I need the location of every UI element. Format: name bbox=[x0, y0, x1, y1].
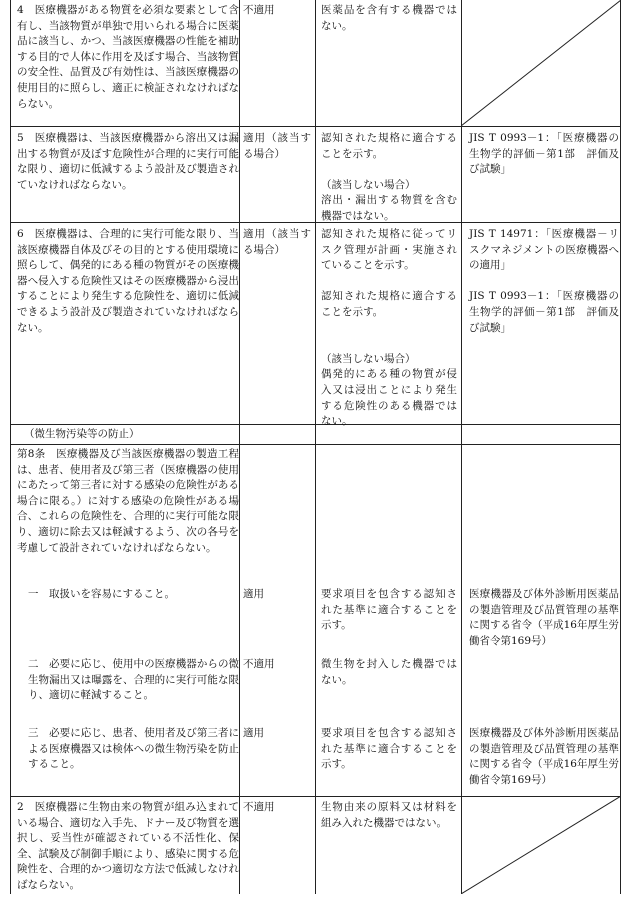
conformity-method-text: 微生物を封入した機器ではない。 bbox=[321, 658, 457, 686]
column-divider-2 bbox=[315, 0, 316, 894]
standard-text: JIS T 0993－1：「医療機器の生物学的評価－第1部 評価及び試験」 bbox=[469, 132, 619, 176]
conformity-method-text: 認知された規格に適合することを示す。 （該当しない場合） 溶出・漏出する物質を含む機器ではない。 bbox=[321, 132, 457, 222]
table-border-left bbox=[10, 0, 11, 894]
table-border-right bbox=[620, 0, 621, 894]
article8-intro: 第8条 医療機器及び当該医療機器の製造工程は、患者、使用者及び第三者（医療機器の使用にあたって第三者に対する感染の危険性がある場合に限る。）に対する感染の危険性がある場合、これらの危険性を、合理的に実行可能な限り、適切に除去又は軽減するよう、次の各号を考慮して設計されていなければならない。 bbox=[17, 448, 239, 554]
applicability-text: 適用 bbox=[243, 727, 264, 739]
applicability-text: 適用 bbox=[243, 588, 264, 600]
requirement-text: 4 医療機器がある物質を必須な要素として含有し、当該物質が単独で用いられる場合に医薬品に該当し、かつ、当該医療機器の性能を補助する目的で人体に作用を及ぼす場合、当該物質の安全性、品質及び有効性は、当該医療機器の使用目的に照らし、適正に検証されなければならない。 bbox=[17, 4, 239, 110]
requirement-text: 2 医療機器に生物由来の物質が組み込まれている場合、適切な入手先、ドナー及び物質を選択し、妥当性が確認されている不活性化、保全、試験及び制御手順により、感染に関する危険性を、合理的かつ適切な方法で低減しなければならない。 bbox=[17, 801, 239, 891]
conformity-method-text: 生物由来の原料又は材料を組み入れた機器ではない。 bbox=[321, 801, 457, 829]
row-divider bbox=[10, 444, 621, 445]
requirement-text: 6 医療機器は、合理的に実行可能な限り、当該医療機器自体及びその目的とする使用環境に照らして、偶発的にある種の物質がその医療機器へ侵入する危険性又はその医療機器から浸出することにより発生する危険性を、適切に低減できるよう設計及び製造されていなければならない。 bbox=[17, 228, 239, 334]
row-divider bbox=[10, 222, 621, 223]
column-divider-1 bbox=[239, 0, 240, 894]
standard-text: 医療機器及び体外診断用医薬品の製造管理及び品質管理の基準に関する省令（平成16年厚生労働省令第169号） bbox=[469, 727, 619, 786]
requirement-text: 5 医療機器は、当該医療機器から溶出又は漏出する物質が及ぼす危険性が合理的に実行可能な限り、適切に低減するよう設計及び製造されていなければならない。 bbox=[17, 132, 239, 191]
empty-cell-diagonal bbox=[461, 796, 621, 894]
requirements-table bbox=[10, 0, 621, 916]
column-divider-3 bbox=[461, 0, 462, 894]
applicability-text: 不適用 bbox=[243, 801, 275, 813]
applicability-text: 不適用 bbox=[243, 658, 275, 670]
applicability-text: 不適用 bbox=[243, 4, 275, 16]
article8-item-requirement: 二 必要に応じ、使用中の医療機器からの微生物漏出又は曝露を、合理的に実行可能な限り、適切に軽減すること。 bbox=[28, 658, 239, 702]
row-divider bbox=[10, 126, 621, 127]
conformity-method-text: 認知された規格に従ってリスク管理が計画・実施されていることを示す。 認知された規格に適合することを示す。 （該当しない場合） 偶発的にある種の物質が侵入又は浸出ことにより発生する危険性のある機器ではない。 bbox=[321, 228, 457, 428]
article8-item-requirement: 一 取扱いを容易にすること。 bbox=[28, 588, 175, 600]
standard-text: JIS T 14971：「医療機器－リスクマネジメントの医療機器への適用」 JIS T 0993－1：「医療機器の生物学的評価－第1部 評価及び試験」 bbox=[469, 228, 619, 334]
row-divider bbox=[10, 424, 621, 425]
conformity-method-text: 医薬品を含有する機器ではない。 bbox=[321, 4, 457, 32]
standard-text: 医療機器及び体外診断用医薬品の製造管理及び品質管理の基準に関する省令（平成16年厚生労働省令第169号） bbox=[469, 588, 619, 647]
applicability-text: 適用（該当する場合） bbox=[243, 228, 311, 256]
section-heading: （微生物汚染等の防止） bbox=[24, 428, 140, 440]
article8-item-requirement: 三 必要に応じ、患者、使用者及び第三者による医療機器又は検体への微生物汚染を防止すること。 bbox=[28, 727, 239, 771]
conformity-method-text: 要求項目を包含する認知された基準に適合することを示す。 bbox=[321, 727, 457, 771]
conformity-method-text: 要求項目を包含する認知された基準に適合することを示す。 bbox=[321, 588, 457, 632]
empty-cell-diagonal bbox=[461, 0, 621, 126]
applicability-text: 適用（該当する場合） bbox=[243, 132, 311, 160]
